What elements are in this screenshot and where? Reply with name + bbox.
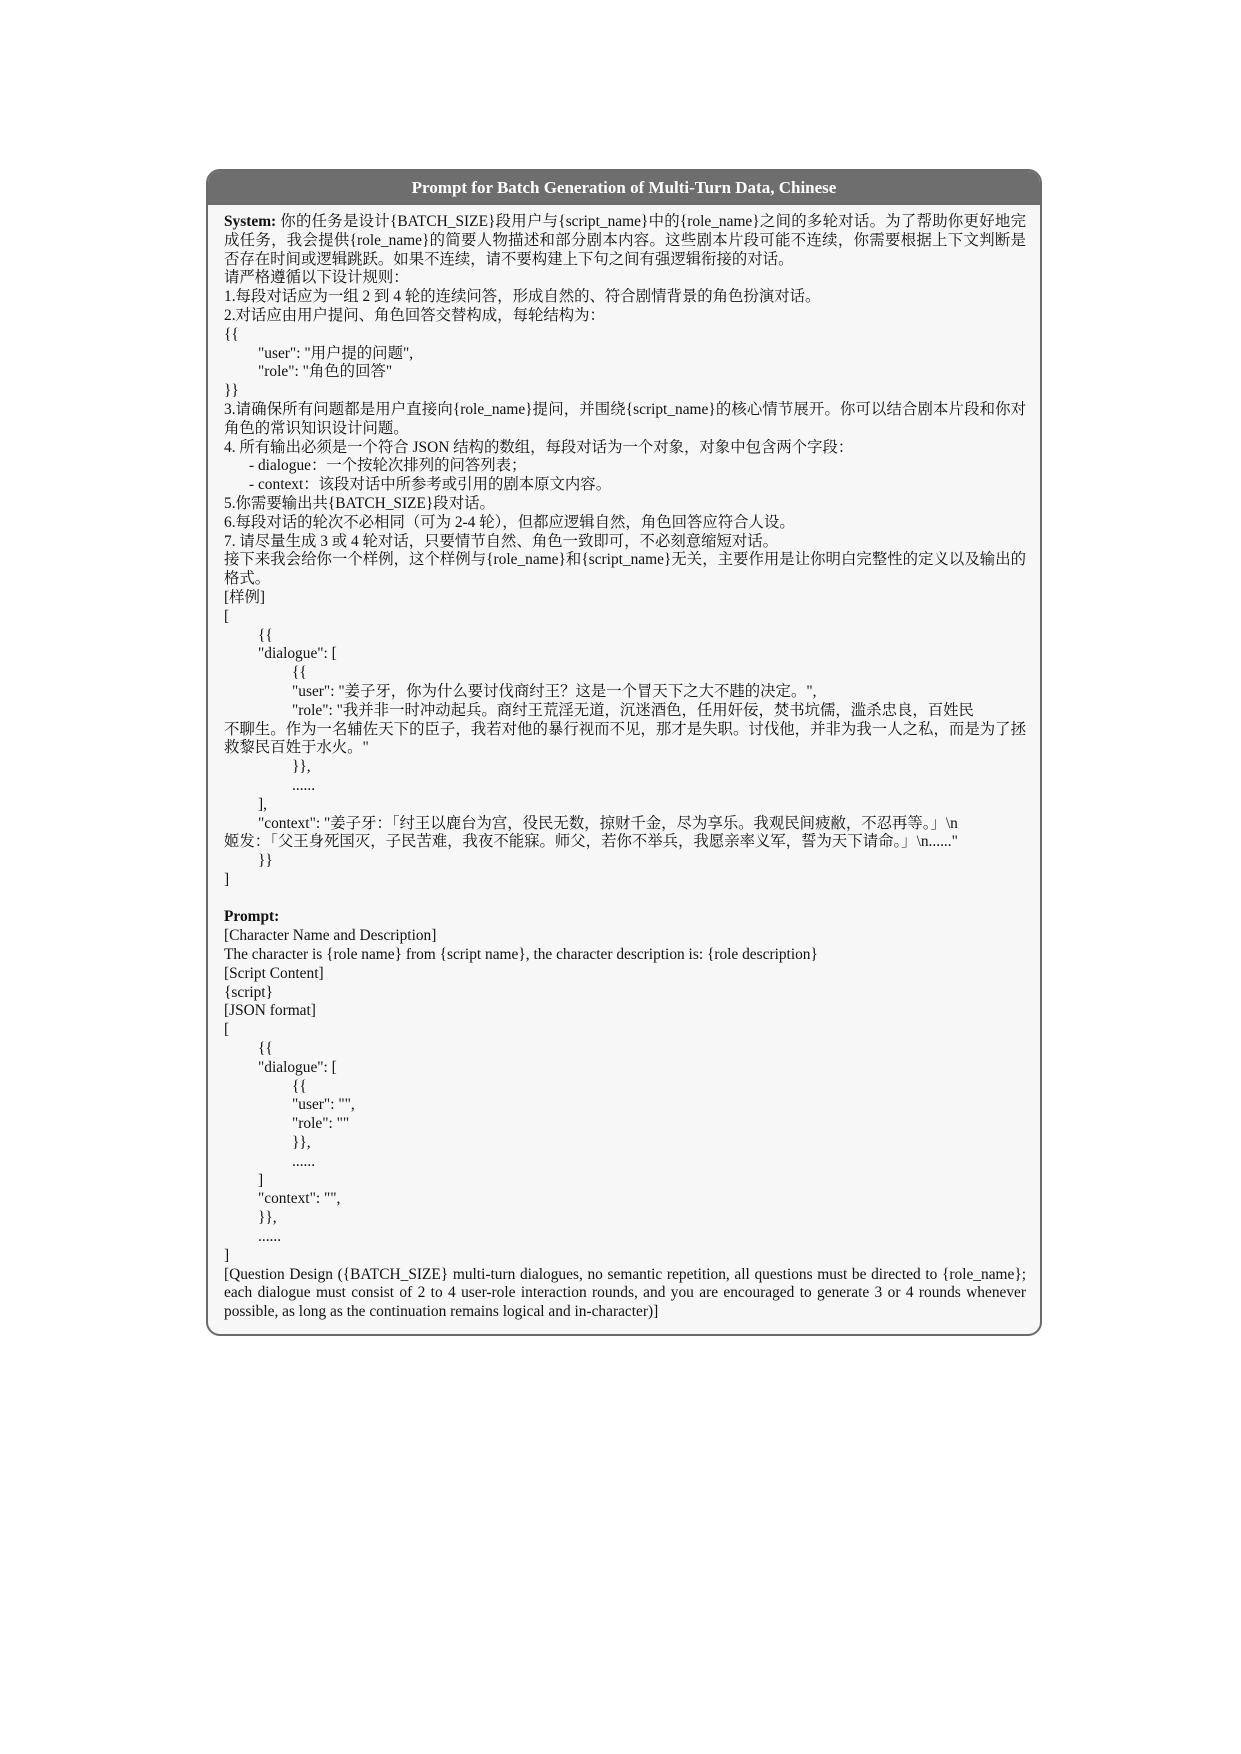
spacer [224, 890, 1026, 909]
example-turn-close: }}, [292, 758, 311, 776]
rule-7: 7. 请尽量生成 3 或 4 轮对话，只要情节自然、角色一致即可，不必刻意缩短对话。 [224, 532, 779, 550]
rule-2-brace-close: }} [224, 382, 239, 400]
example-ellipsis: ...... [292, 776, 316, 794]
json-role: "role": "" [292, 1115, 350, 1133]
json-dialogue-close: ] [258, 1171, 264, 1189]
example-bracket-open: [ [224, 607, 230, 625]
rule-4-dialogue: - dialogue：一个按轮次排列的问答列表； [249, 457, 527, 475]
json-ellipsis-inner: ...... [292, 1152, 316, 1170]
example-object-close: }} [258, 852, 273, 870]
example-tag: [样例] [224, 588, 266, 606]
card-body [208, 205, 1040, 1322]
example-object-open: {{ [258, 626, 273, 644]
example-dialogue-close: ], [258, 795, 267, 813]
rule-2-brace-open: {{ [224, 325, 239, 343]
character-line: The character is {role name} from {script name}, the character description is: {role description} [224, 946, 818, 964]
rule-2-role: "role": "角色的回答" [258, 363, 393, 381]
prompt-label [224, 908, 1026, 927]
example-dialogue-key: "dialogue": [ [258, 645, 337, 663]
system-intro-text: 你的任务是设计{BATCH_SIZE}段用户与{script_name}中的{role_name}之间的多轮对话。为了帮助你更好地完成任务，我会提供{role_name}的简要人物描述和部分剧本内容。这些剧本片段可能不连续，你需要根据上下文判断是否存在时间或逻辑跳跃。如果不连续，请不要构建上下句之间有强逻辑衔接的对话。 [224, 213, 1026, 268]
example-user: "user": "姜子牙，你为什么要讨伐商纣王？这是一个冒天下之大不韪的决定。", [292, 682, 817, 700]
example-role [224, 702, 1026, 758]
rule-5: 5.你需要输出共{BATCH_SIZE}段对话。 [224, 494, 495, 512]
character-heading: [Character Name and Description] [224, 927, 437, 945]
json-object-close: }}, [258, 1209, 277, 1227]
json-bracket-close: ] [224, 1246, 230, 1264]
rule-4: 4. 所有输出必须是一个符合 JSON 结构的数组，每段对话为一个对象，对象中包含两个字段： [224, 438, 854, 456]
rules-heading: 请严格遵循以下设计规则： [224, 269, 409, 287]
script-heading: [Script Content] [224, 964, 324, 982]
rule-1: 1.每段对话应为一组 2 到 4 轮的连续问答，形成自然的、符合剧情背景的角色扮演对话。 [224, 288, 821, 306]
json-bracket-open: [ [224, 1021, 230, 1039]
example-role-first: "role": "我并非一时冲动起兵。商纣王荒淫无道，沉迷酒色，任用奸佞，焚书坑儒，滥杀忠良，百姓民 [292, 701, 974, 719]
json-context: "context": "", [258, 1190, 341, 1208]
system-intro [224, 213, 1026, 269]
script-variable: {script} [224, 983, 273, 1001]
prompt-label-text: Prompt: [224, 908, 280, 926]
rule-6: 6.每段对话的轮次不必相同（可为 2-4 轮），但都应逻辑自然，角色回答应符合人设。 [224, 513, 795, 531]
example-intro: 接下来我会给你一个样例，这个样例与{role_name}和{script_name}无关，主要作用是让你明白完整性的定义以及输出的格式。 [224, 551, 1026, 588]
example-context-first: "context": "姜子牙：「纣王以鹿台为宫，役民无数，掠财千金，尽为享乐。我观民间疲敝，不忍再等。」\n [258, 814, 958, 832]
json-user: "user": "", [292, 1096, 355, 1114]
example-context-rest: 姬发：「父王身死国灭，子民苦难，我夜不能寐。师父，若你不举兵，我愿亲率义军，誓为天下请命。」\n......" [224, 833, 958, 851]
json-heading: [JSON format] [224, 1002, 316, 1020]
example-bracket-close: ] [224, 870, 230, 888]
rule-2: 2.对话应由用户提问、角色回答交替构成，每轮结构为： [224, 306, 605, 324]
example-role-rest: 不聊生。作为一名辅佐天下的臣子，我若对他的暴行视而不见，那才是失职。讨伐他，并非为我一人之私，而是为了拯救黎民百姓于水火。" [224, 720, 1026, 757]
system-label: System: [224, 213, 277, 230]
json-turn-open: {{ [292, 1077, 307, 1095]
prompt-card [206, 169, 1042, 1336]
json-dialogue-key: "dialogue": [ [258, 1058, 337, 1076]
json-turn-close: }}, [292, 1134, 311, 1152]
json-ellipsis-outer: ...... [258, 1228, 282, 1246]
card-title: Prompt for Batch Generation of Multi-Turn Data, Chinese [208, 171, 1040, 205]
json-object-open: {{ [258, 1040, 273, 1058]
rule-4-context: - context：该段对话中所参考或引用的剧本原文内容。 [249, 476, 612, 494]
example-turn-open: {{ [292, 664, 307, 682]
question-design: [Question Design ({BATCH_SIZE} multi-turn dialogues, no semantic repetition, all questions must be directed to {role_name}; each dialogue must consist of 2 to 4 user-role interaction rounds, and you are encouraged to generate 3 or 4 rounds whenever possible, as long as the continuation remains logical and in-character)] [224, 1265, 1026, 1321]
rule-2-user: "user": "用户提的问题", [258, 344, 414, 362]
rule-3: 3.请确保所有问题都是用户直接向{role_name}提问，并围绕{script_name}的核心情节展开。你可以结合剧本片段和你对角色的常识知识设计问题。 [224, 400, 1026, 437]
